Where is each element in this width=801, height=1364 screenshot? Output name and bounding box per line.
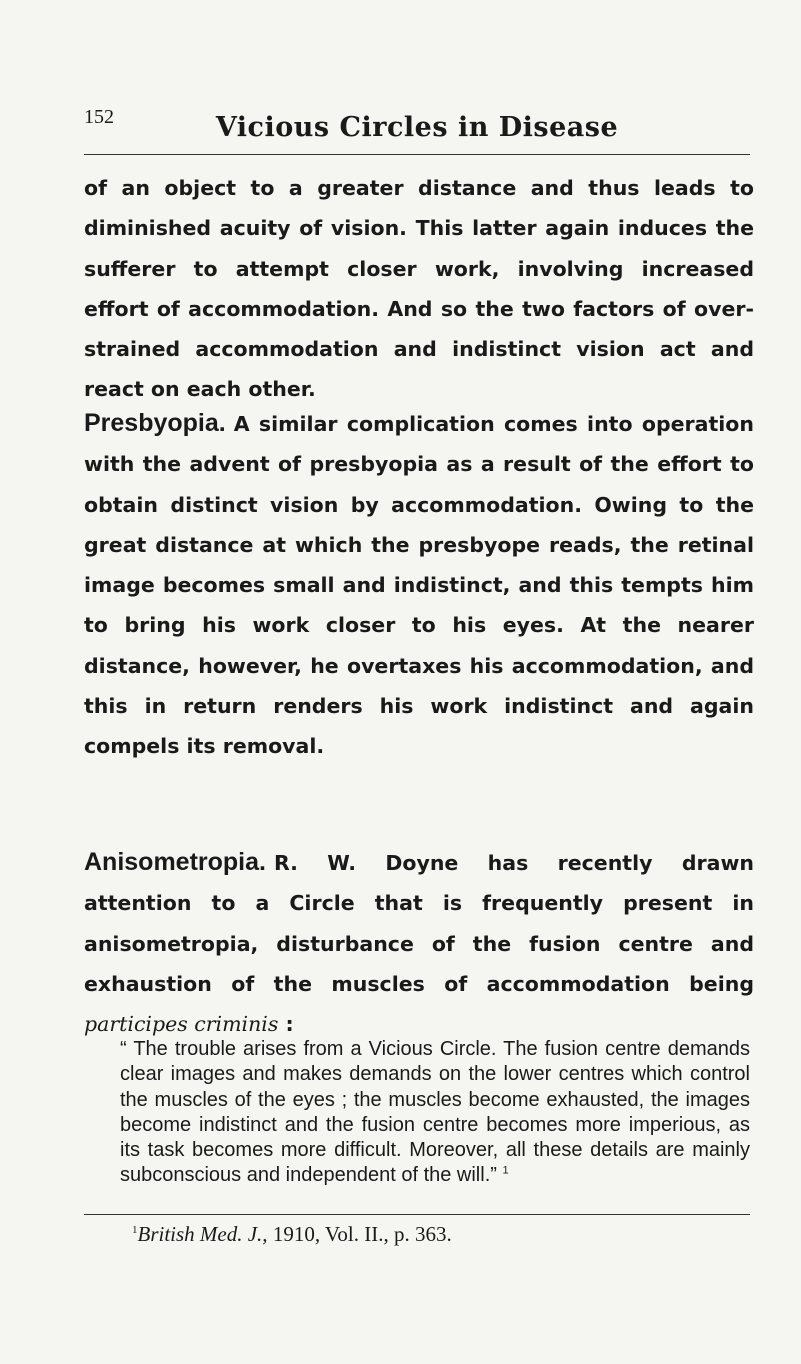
footnote <box>132 1222 452 1247</box>
block-quote <box>120 1037 750 1189</box>
footnote-marker: 1 <box>132 1224 138 1236</box>
running-title: Vicious Circles in Disease <box>215 112 619 143</box>
quote-text: “ The trouble arises from a Vicious Circle. The fusion centre demands clear images and makes demands on the lower centres which control the muscles of the eyes ; the muscles become exhausted, the images become indistinct and the fusion centre becomes more imperious, as its task becomes more difficult. Moreover, all these details are mainly subconscious and independent of the will.” <box>120 1038 750 1187</box>
paragraph-presbyopia <box>84 403 754 767</box>
paragraph-anisometropia <box>84 842 754 1044</box>
section-heading-presbyopia: Presbyopia. <box>84 409 226 437</box>
latin-phrase: participes criminis <box>84 1012 279 1037</box>
footnote-citation: 1910, Vol. II., p. 363. <box>267 1222 452 1246</box>
footnote-reference[interactable]: 1 <box>502 1164 509 1177</box>
section-heading-anisometropia: Anisometropia. <box>84 848 266 876</box>
footnote-rule <box>84 1214 750 1215</box>
paragraph-anisometropia-end: : <box>278 1012 294 1037</box>
paragraph-presbyopia-text: A similar complication comes into operation with the advent of presbyopia as a result of the effort to obtain distinct vision by accommodation. Owing to the great distance at which the presbyope reads, the retinal image becomes small and indistinct, and this tempts him to bring his work closer to his eyes. At the nearer distance, however, he overtaxes his accommodation, and this in return renders his work indistinct and again compels its removal. <box>84 412 754 759</box>
paragraph-intro: of an object to a greater distance and thus leads to diminished acuity of vision. This latter again induces the sufferer to attempt closer work, involving increased effort of accommodation. And so the two factors of over-strained accommodation and indistinct vision act and react on each other. <box>84 176 754 402</box>
paragraph-anisometropia-text: R. W. Doyne has recently drawn attention to a Circle that is frequently present in anisometropia, disturbance of the fusion centre and exhaustion of the muscles of accommodation being <box>84 851 754 996</box>
footnote-journal: British Med. J., <box>137 1222 268 1246</box>
page-number: 152 <box>84 106 114 128</box>
header-rule <box>84 154 750 155</box>
page-header <box>84 100 750 156</box>
